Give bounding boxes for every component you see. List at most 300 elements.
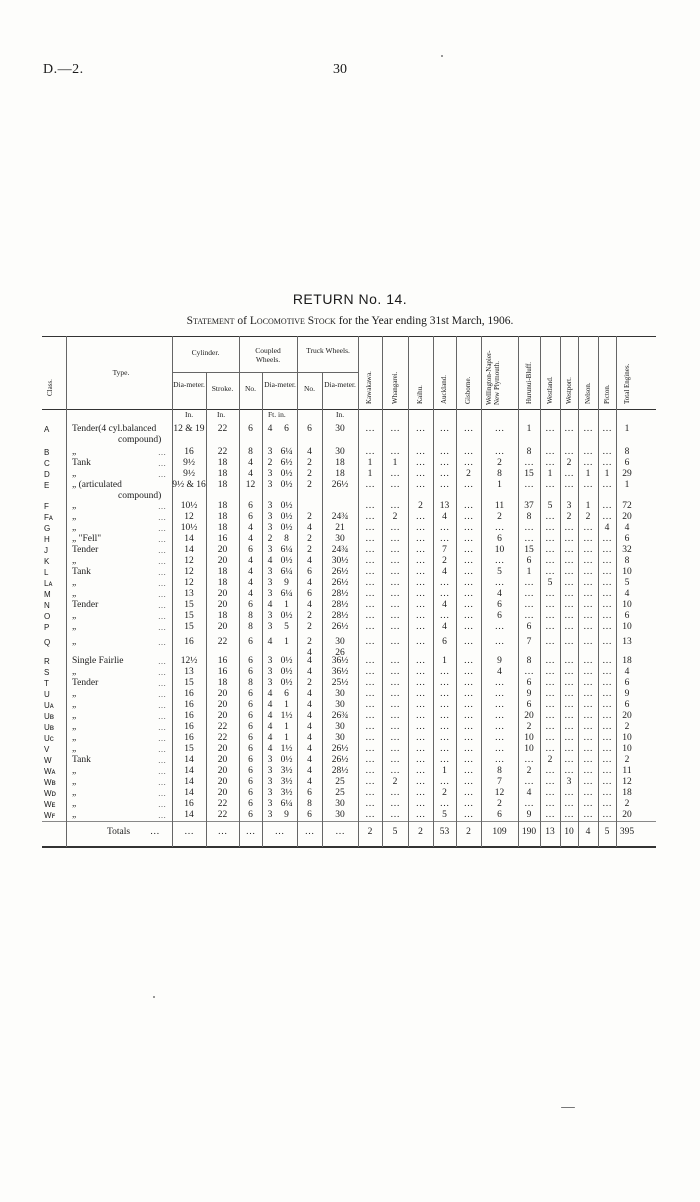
leader-dots: … [158, 568, 166, 577]
total-engines-cell: 11 [622, 766, 632, 776]
cylinder-stroke-cell: 20 [217, 545, 228, 555]
table-row [0, 589, 700, 600]
district-count-cell: … [463, 589, 474, 599]
class-cell: Wʙ [44, 778, 56, 787]
district-count-cell: … [583, 700, 593, 710]
header-coupled-no: No. [244, 384, 257, 393]
coupled-inches-cell: 9 [284, 578, 289, 588]
class-cell: R [44, 657, 50, 666]
total-engines-cell: 10 [622, 600, 632, 610]
subtitle-part: of [234, 315, 250, 327]
cylinder-stroke-cell: 16 [217, 667, 228, 677]
cylinder-stroke-cell: 20 [217, 589, 228, 599]
district-count-cell: … [564, 678, 574, 688]
district-count-cell: … [463, 766, 474, 776]
coupled-feet-cell: 3 [267, 678, 273, 688]
district-count-cell: 1 [526, 424, 532, 434]
district-count-cell: … [365, 424, 375, 434]
header-truck-wheels: Truck Wheels. [306, 346, 350, 355]
district-count-cell: … [494, 744, 505, 754]
district-count-cell: … [439, 611, 450, 621]
district-count-cell: 4 [442, 600, 447, 610]
district-count-cell: … [524, 523, 534, 533]
unit-label: Ft. in. [268, 410, 286, 419]
leader-dots: … [158, 701, 166, 710]
district-count-cell: … [583, 534, 593, 544]
cylinder-diameter-cell: 12 [184, 512, 194, 522]
coupled-feet-cell: 3 [267, 622, 273, 632]
type-cell: „ [72, 733, 77, 743]
district-count-cell: … [602, 637, 612, 647]
district-count-cell: … [545, 458, 555, 468]
table-row [0, 744, 700, 755]
leader-dots: … [158, 778, 166, 787]
district-count-cell: … [564, 600, 574, 610]
total-engines-cell: 1 [624, 480, 630, 490]
table-row [0, 656, 700, 667]
subheader-rule [297, 372, 358, 373]
cylinder-diameter-cell: 16 [184, 637, 194, 647]
coupled-number-cell: 8 [248, 447, 253, 457]
district-count-cell: 2 [566, 458, 572, 468]
coupled-number-cell: 4 [248, 523, 253, 533]
district-count-cell: … [390, 534, 400, 544]
cylinder-stroke-cell: 22 [217, 637, 228, 647]
district-count-cell: … [494, 556, 505, 566]
district-count-cell: 4 [442, 512, 447, 522]
truck-number-cell: 2 [307, 622, 312, 632]
district-count-cell: … [439, 523, 450, 533]
leader-dots: … [158, 745, 166, 754]
subtitle-part: Locomotive Stock [249, 315, 336, 327]
cylinder-stroke-cell: 18 [217, 458, 228, 468]
truck-diameter-cell: 25 [335, 777, 345, 787]
truck-diameter-cell: 26 [335, 648, 345, 658]
truck-number-cell: 2 [307, 458, 312, 468]
truck-diameter-cell: 18 [335, 458, 345, 468]
district-count-cell: … [415, 637, 426, 647]
coupled-inches-cell: 5 [284, 622, 289, 632]
district-count-cell: … [545, 556, 555, 566]
coupled-number-cell: 4 [248, 534, 253, 544]
district-count-cell: 9 [526, 810, 532, 820]
district-count-cell: … [390, 622, 400, 632]
district-count-cell: … [463, 744, 474, 754]
truck-number-cell: 4 [307, 755, 312, 765]
coupled-inches-cell: 3½ [280, 766, 293, 776]
class-cell: O [44, 612, 51, 621]
district-count-cell: … [365, 810, 375, 820]
leader-dots: … [184, 827, 194, 837]
truck-number-cell: 6 [307, 567, 312, 577]
leader-dots: … [158, 623, 166, 632]
district-count-cell: … [602, 711, 612, 721]
district-count-cell: … [415, 469, 426, 479]
class-cell: V [44, 745, 50, 754]
type-cell: Tank [72, 567, 91, 577]
truck-diameter-cell: 28½ [331, 611, 349, 621]
truck-number-cell: 4 [307, 711, 312, 721]
truck-number-cell: 4 [307, 667, 312, 677]
cylinder-diameter-cell: 12 & 19 [173, 424, 205, 434]
coupled-inches-cell: 3½ [280, 777, 293, 787]
district-count-cell: 1 [547, 469, 553, 479]
truck-diameter-cell: 28½ [331, 766, 349, 776]
district-count-cell: … [463, 622, 474, 632]
district-count-cell: … [564, 523, 574, 533]
coupled-inches-cell: 1½ [280, 711, 293, 721]
district-count-cell: … [602, 722, 612, 732]
cylinder-diameter-cell: 15 [184, 600, 194, 610]
district-count-cell: … [545, 810, 555, 820]
district-count-cell: 4 [497, 667, 502, 677]
district-count-cell: … [564, 656, 574, 666]
leader-dots: … [158, 712, 166, 721]
truck-number-cell: 4 [307, 722, 312, 732]
truck-number-cell: 2 [307, 480, 312, 490]
district-count-cell: 6 [526, 700, 532, 710]
class-cell: Wᴀ [44, 767, 56, 776]
class-cell: K [44, 557, 50, 566]
table-row [0, 733, 700, 744]
coupled-number-cell: 6 [248, 755, 253, 765]
district-count-cell: … [390, 556, 400, 566]
district-count-cell: … [545, 656, 555, 666]
district-count-cell: … [602, 799, 612, 809]
district-count-cell: … [365, 667, 375, 677]
district-count-cell: 6 [526, 556, 532, 566]
total-engines-cell: 10 [622, 567, 632, 577]
leader-dots: … [158, 557, 166, 566]
print-speck [153, 996, 155, 998]
totals-row [0, 827, 700, 839]
district-count-cell: … [439, 700, 450, 710]
district-count-cell: 6 [526, 622, 532, 632]
coupled-feet-cell: 3 [267, 788, 273, 798]
district-count-cell: … [583, 766, 593, 776]
district-count-cell: … [583, 689, 593, 699]
truck-number-cell: 4 [307, 689, 312, 699]
header-picton: Picton. [603, 384, 611, 404]
header-truck-diameter: Dia-meter. [324, 380, 356, 389]
type-cell-continued: compound) [118, 435, 162, 445]
class-cell: E [44, 481, 50, 490]
class-cell: B [44, 448, 50, 457]
district-count-cell: … [564, 788, 574, 798]
district-count-cell: … [564, 733, 574, 743]
cylinder-diameter-cell: 14 [184, 534, 194, 544]
cylinder-stroke-cell: 18 [217, 501, 228, 511]
total-engines-cell: 6 [624, 611, 630, 621]
class-cell: Uʙ [44, 712, 55, 721]
header-type: Type. [112, 368, 130, 377]
district-count-cell: 1 [585, 501, 591, 511]
district-count-cell: 37 [524, 501, 534, 511]
cylinder-stroke-cell: 22 [217, 810, 228, 820]
district-count-cell: 13 [439, 501, 450, 511]
leader-dots: … [158, 800, 166, 809]
total-engines-cell: 4 [624, 589, 630, 599]
district-count-cell: … [390, 810, 400, 820]
coupled-feet-cell: 2 [267, 458, 273, 468]
district-count-cell: … [415, 722, 426, 732]
district-count-cell: … [545, 637, 555, 647]
total-engines-cell: 20 [622, 810, 632, 820]
leader-dots: … [335, 827, 345, 837]
district-count-cell: … [564, 810, 574, 820]
district-count-cell: … [545, 667, 555, 677]
district-count-cell: … [415, 600, 426, 610]
coupled-inches-cell: 8 [284, 534, 289, 544]
district-count-cell: 5 [497, 567, 502, 577]
district-count-cell: 9 [497, 656, 502, 666]
district-total-cell: 5 [392, 827, 398, 837]
district-count-cell: … [545, 678, 555, 688]
district-count-cell: … [439, 689, 450, 699]
total-engines-cell: 2 [624, 722, 630, 732]
district-count-cell: … [583, 611, 593, 621]
district-total-cell: 2 [418, 827, 423, 837]
cylinder-stroke-cell: 18 [217, 567, 228, 577]
truck-number-cell: 2 [307, 469, 312, 479]
truck-diameter-cell: 18 [335, 469, 345, 479]
district-count-cell: … [390, 667, 400, 677]
district-count-cell: … [524, 458, 534, 468]
district-count-cell: … [524, 611, 534, 621]
district-count-cell: … [602, 611, 612, 621]
district-count-cell: … [390, 501, 400, 511]
district-count-cell: … [564, 637, 574, 647]
truck-number-cell: 6 [307, 589, 312, 599]
district-count-cell: … [439, 578, 450, 588]
district-count-cell: 1 [604, 469, 610, 479]
leader-dots: … [150, 827, 160, 837]
cylinder-diameter-cell: 10½ [180, 523, 198, 533]
table-row [0, 556, 700, 567]
district-count-cell: 2 [497, 512, 502, 522]
truck-diameter-cell: 21 [335, 523, 345, 533]
district-count-cell: … [439, 667, 450, 677]
leader-dots: … [158, 789, 166, 798]
district-count-cell: … [439, 799, 450, 809]
type-cell: „ [72, 501, 77, 511]
coupled-feet-cell: 3 [267, 777, 273, 787]
leader-dots: … [158, 690, 166, 699]
district-count-cell: … [583, 578, 593, 588]
district-count-cell: … [524, 534, 534, 544]
truck-diameter-cell: 24¾ [331, 545, 349, 555]
class-cell: U [44, 690, 50, 699]
district-count-cell: … [463, 556, 474, 566]
table-top-rule [42, 336, 656, 337]
table-row [0, 469, 700, 480]
district-count-cell: … [390, 589, 400, 599]
truck-diameter-cell: 36½ [331, 656, 349, 666]
district-count-cell: … [524, 589, 534, 599]
district-count-cell: … [365, 622, 375, 632]
coupled-number-cell: 4 [248, 589, 253, 599]
coupled-number-cell: 4 [248, 556, 253, 566]
district-count-cell: 2 [566, 512, 572, 522]
district-count-cell: … [602, 667, 612, 677]
district-count-cell: … [524, 600, 534, 610]
district-total-cell: 2 [466, 827, 471, 837]
class-cell: F [44, 502, 49, 511]
district-count-cell: … [439, 744, 450, 754]
cylinder-diameter-cell: 12½ [180, 656, 198, 666]
truck-number-cell: 2 [307, 637, 312, 647]
type-cell: „ [72, 777, 77, 787]
total-engines-cell: 9 [624, 689, 630, 699]
table-row [0, 689, 700, 700]
district-count-cell: … [494, 700, 505, 710]
district-count-cell: … [365, 567, 375, 577]
cylinder-stroke-cell: 20 [217, 600, 228, 610]
type-cell: „ [72, 523, 77, 533]
district-count-cell: … [463, 711, 474, 721]
district-count-cell: … [583, 733, 593, 743]
class-cell: Wᴇ [44, 800, 56, 809]
type-cell-continued: compound) [118, 491, 162, 501]
truck-number-cell: 4 [307, 744, 312, 754]
district-count-cell: … [415, 689, 426, 699]
district-count-cell: 1 [367, 458, 373, 468]
district-count-cell: … [602, 480, 612, 490]
truck-diameter-cell: 30 [335, 810, 345, 820]
leader-dots: … [245, 827, 256, 837]
district-count-cell: … [415, 711, 426, 721]
district-count-cell: 9 [526, 689, 532, 699]
coupled-inches-cell: 1 [284, 722, 289, 732]
district-count-cell: … [602, 424, 612, 434]
district-count-cell: … [583, 755, 593, 765]
district-count-cell: … [463, 678, 474, 688]
district-count-cell: … [583, 545, 593, 555]
coupled-feet-cell: 3 [267, 501, 273, 511]
leader-dots: … [158, 756, 166, 765]
district-count-cell: 1 [585, 469, 591, 479]
total-engines-cell: 2 [624, 799, 630, 809]
coupled-number-cell: 6 [248, 766, 253, 776]
table-row [0, 799, 700, 810]
district-count-cell: … [564, 667, 574, 677]
class-cell: M [44, 590, 51, 599]
leader-dots: … [158, 723, 166, 732]
district-count-cell: … [602, 788, 612, 798]
district-count-cell: … [463, 755, 474, 765]
coupled-feet-cell: 3 [267, 656, 273, 666]
district-count-cell: … [545, 600, 555, 610]
district-count-cell: … [415, 424, 426, 434]
total-engines-cell: 6 [624, 700, 630, 710]
table-row [0, 545, 700, 556]
coupled-number-cell: 6 [248, 545, 253, 555]
header-nelson: Nelson. [584, 382, 592, 404]
class-cell: Uʙ [44, 723, 55, 732]
truck-number-cell: 4 [307, 523, 312, 533]
district-count-cell: … [365, 766, 375, 776]
district-count-cell: … [390, 469, 400, 479]
district-count-cell: … [463, 458, 474, 468]
district-count-cell: … [545, 777, 555, 787]
district-count-cell: … [415, 733, 426, 743]
district-count-cell: … [494, 711, 505, 721]
district-count-cell: … [390, 711, 400, 721]
total-engines-cell: 10 [622, 733, 632, 743]
district-count-cell: 2 [442, 556, 447, 566]
leader-dots: … [158, 734, 166, 743]
district-count-cell: … [564, 589, 574, 599]
truck-number-cell: 2 [307, 678, 312, 688]
district-count-cell: … [415, 480, 426, 490]
district-count-cell: … [545, 799, 555, 809]
district-count-cell: … [439, 777, 450, 787]
district-count-cell: … [390, 578, 400, 588]
district-count-cell: … [602, 777, 612, 787]
leader-dots: … [274, 827, 285, 837]
subtitle-part: Statement [186, 315, 235, 327]
table-row [0, 788, 700, 799]
district-count-cell: 4 [442, 622, 447, 632]
truck-diameter-cell: 24¾ [331, 512, 349, 522]
district-count-cell: … [602, 512, 612, 522]
district-count-cell: … [494, 447, 505, 457]
district-count-cell: … [602, 766, 612, 776]
district-count-cell: … [365, 480, 375, 490]
district-count-cell: … [494, 733, 505, 743]
truck-diameter-cell: 30 [335, 534, 345, 544]
class-cell: P [44, 623, 50, 632]
district-total-cell: 4 [585, 827, 591, 837]
district-count-cell: … [583, 480, 593, 490]
district-total-cell: 13 [545, 827, 555, 837]
district-count-cell: … [415, 788, 426, 798]
table-row [0, 711, 700, 722]
type-cell: „ [72, 711, 77, 721]
district-count-cell: … [583, 458, 593, 468]
district-count-cell: … [390, 523, 400, 533]
coupled-inches-cell: 6¼ [280, 545, 293, 555]
unit-label: In. [336, 410, 345, 419]
district-count-cell: … [439, 534, 450, 544]
subtitle-part: for the Year ending 31st March, 1906. [335, 315, 514, 327]
cylinder-stroke-cell: 20 [217, 777, 228, 787]
coupled-feet-cell: 3 [267, 512, 273, 522]
coupled-number-cell: 6 [248, 799, 253, 809]
coupled-feet-cell: 4 [267, 733, 273, 743]
coupled-feet-cell: 4 [267, 637, 273, 647]
district-count-cell: … [463, 788, 474, 798]
district-count-cell: 2 [392, 777, 398, 787]
total-engines-cell: 10 [622, 622, 632, 632]
coupled-number-cell: 8 [248, 678, 253, 688]
district-count-cell: … [439, 722, 450, 732]
coupled-inches-cell: 0½ [280, 611, 293, 621]
truck-number-cell: 4 [307, 656, 312, 666]
district-count-cell: 1 [526, 567, 532, 577]
table-row [0, 622, 700, 633]
table-row [0, 722, 700, 733]
district-count-cell: … [365, 611, 375, 621]
district-count-cell: … [415, 567, 426, 577]
district-count-cell: 3 [566, 777, 572, 787]
header-cylinder-stroke: Stroke. [211, 384, 234, 393]
district-count-cell: … [463, 545, 474, 555]
district-count-cell: … [602, 501, 612, 511]
district-count-cell: … [463, 578, 474, 588]
district-count-cell: … [439, 589, 450, 599]
totals-label: Totals [107, 827, 131, 837]
